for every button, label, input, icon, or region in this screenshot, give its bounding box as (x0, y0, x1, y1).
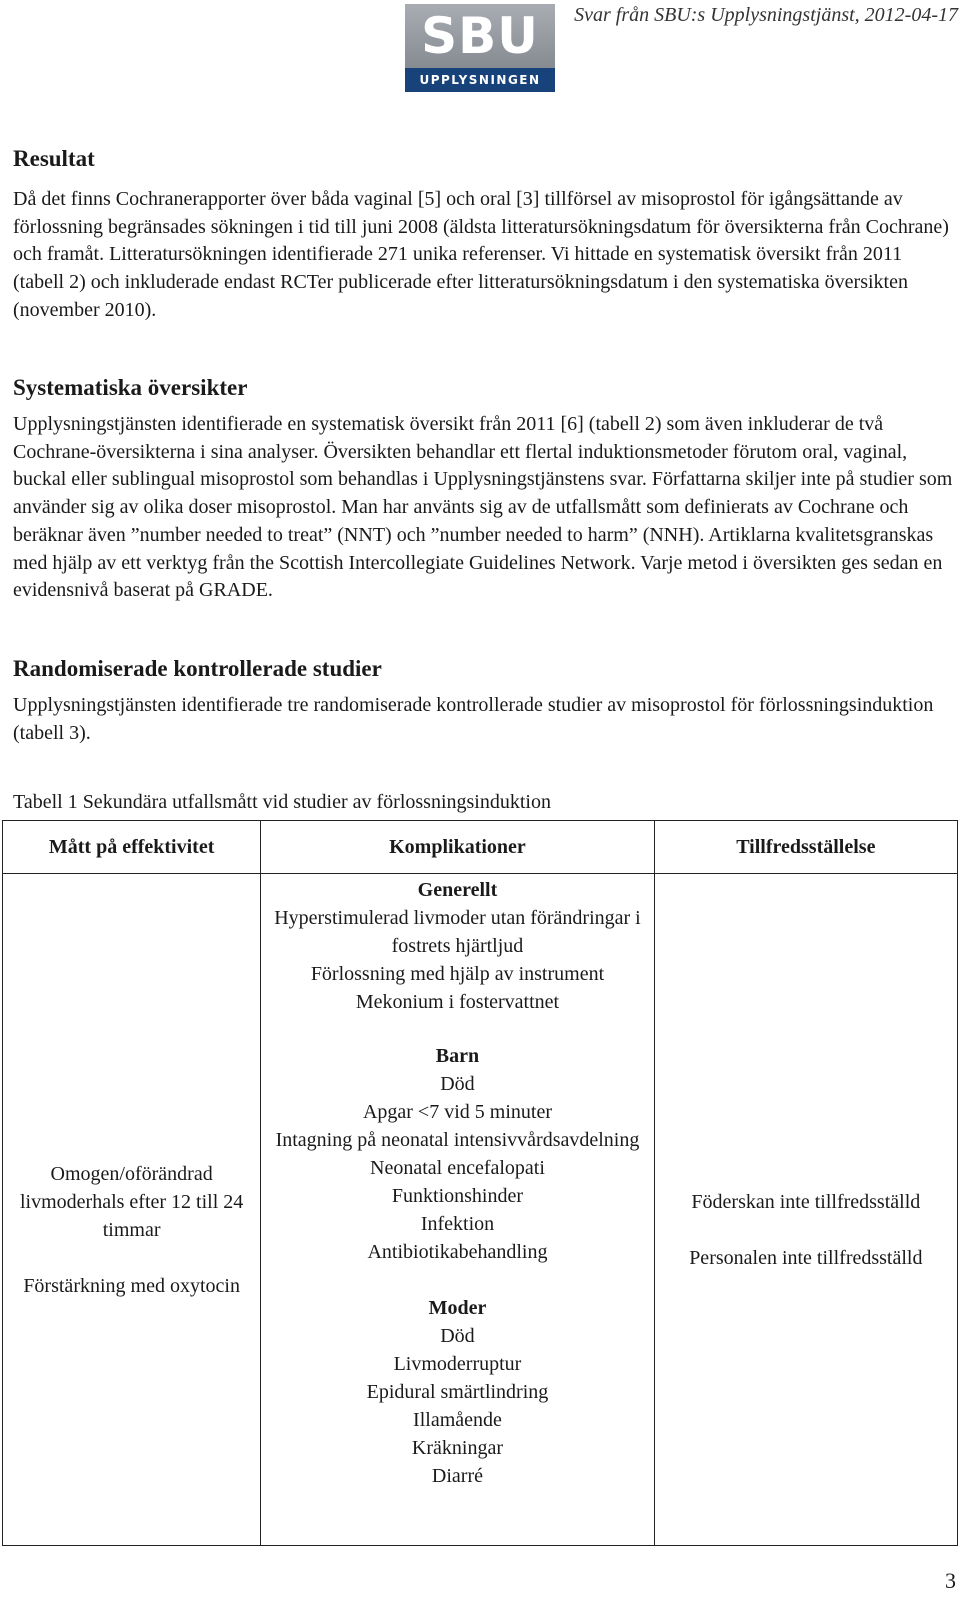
group-title: Generellt (417, 879, 498, 901)
cell-item: Död (440, 1325, 475, 1347)
cell-item: Apgar <7 vid 5 minuter (362, 1101, 552, 1123)
cell-item: Omogen/oförändrad livmoderhals efter 12 till 24 timmar (19, 1162, 244, 1241)
cell-item: Kräkningar (411, 1437, 503, 1459)
logo-subtext: UPPLYSNINGEN (405, 68, 555, 92)
komplikationer-cell (261, 874, 654, 1546)
heading-randomiserade: Randomiserade kontrollerade studier (13, 656, 382, 681)
cell-item: Föderskan inte tillfredsställd (691, 1190, 921, 1213)
sbu-logo (405, 4, 555, 92)
table-header-row (3, 821, 958, 874)
effektivitet-cell (3, 874, 261, 1546)
table-row (3, 874, 958, 1546)
group-moder (267, 1294, 647, 1490)
page-number: 3 (945, 1568, 956, 1593)
group-barn (267, 1042, 647, 1266)
logo-text: SBU (405, 4, 555, 68)
cell-item: Hyperstimulerad livmoder utan förändringar i fostrets hjärtljud (274, 907, 641, 957)
cell-item: Neonatal encefalopati (370, 1157, 545, 1179)
cell-item: Personalen inte tillfredsställd (689, 1246, 923, 1269)
heading-systematiska: Systematiska översikter (13, 375, 248, 400)
outcomes-table (2, 820, 958, 1546)
cell-item: Död (440, 1073, 475, 1095)
cell-item: Illamående (413, 1409, 502, 1431)
table-header-cell: Komplikationer (261, 821, 654, 874)
table-header-cell: Mått på effektivitet (3, 821, 261, 874)
cell-item: Antibiotikabehandling (367, 1241, 548, 1263)
page-header (0, 0, 960, 110)
paragraph-systematiska: Upplysningstjänsten identifierade en systematisk översikt från 2011 [6] (tabell 2) som även inkluderar de två Cochrane-översikterna i sina analyser. Översikten behandlar ett flertal induktionsmetoder förutom oral, vaginal, buckal eller sublingual misoprostol som behandlas i Upplysningstjänstens svar. Författarna skiljer inte på studier som använder sig av olika doser misoprostol. Man har använts sig av de utfallsmått som definierats av Cochrane och beräknar även ”number needed to treat” (NNT) och ”number needed to harm” (NNH). Artiklarna kvalitetsgranskas med hjälp av ett verktyg från the Scottish Intercollegiate Guidelines Network. Varje metod i översikten ges sedan en evidensnivå baserat på GRADE. (13, 413, 953, 602)
paragraph-randomiserade: Upplysningstjänsten identifierade tre randomiserade kontrollerade studier av misoprostol för förlossningsinduktion (tabell 3). (13, 694, 934, 744)
cell-item: Livmoderruptur (393, 1353, 522, 1375)
cell-item: Infektion (420, 1213, 495, 1235)
tillfredsstallelse-cell (654, 874, 957, 1546)
cell-item: Diarré (431, 1465, 483, 1487)
cell-item: Epidural smärtlindring (366, 1381, 549, 1403)
table-caption: Tabell 1 Sekundära utfallsmått vid studier av förlossningsinduktion (13, 791, 551, 813)
heading-resultat: Resultat (13, 146, 95, 171)
cell-item: Förstärkning med oxytocin (23, 1274, 240, 1297)
paragraph-resultat: Då det finns Cochranerapporter över båda vaginal [5] och oral [3] tillförsel av misoprostol för igångsättande av förlossning begränsades sökningen i tid till juni 2008 (äldsta litteratursökningsdatum för översikterna från Cochrane) och framåt. Litteratursökningen identifierade 271 unika referenser. Vi hittade en systematisk översikt från 2011 (tabell 2) och inkluderade endast RCTer publicerade efter litteratursökningsdatum i den systematiska översikten (november 2010). (13, 188, 949, 321)
table-header-cell: Tillfredsställelse (654, 821, 957, 874)
running-head: Svar från SBU:s Upplysningstjänst, 2012-04-17 (574, 4, 958, 26)
cell-item: Förlossning med hjälp av instrument (310, 963, 605, 985)
cell-item: Funktionshinder (391, 1185, 524, 1207)
group-title: Moder (428, 1297, 487, 1319)
cell-item: Intagning på neonatal intensivvårdsavdelning (275, 1129, 640, 1151)
group-title: Barn (435, 1045, 480, 1067)
cell-item: Mekonium i fostervattnet (355, 991, 560, 1013)
group-generellt (267, 876, 647, 1016)
